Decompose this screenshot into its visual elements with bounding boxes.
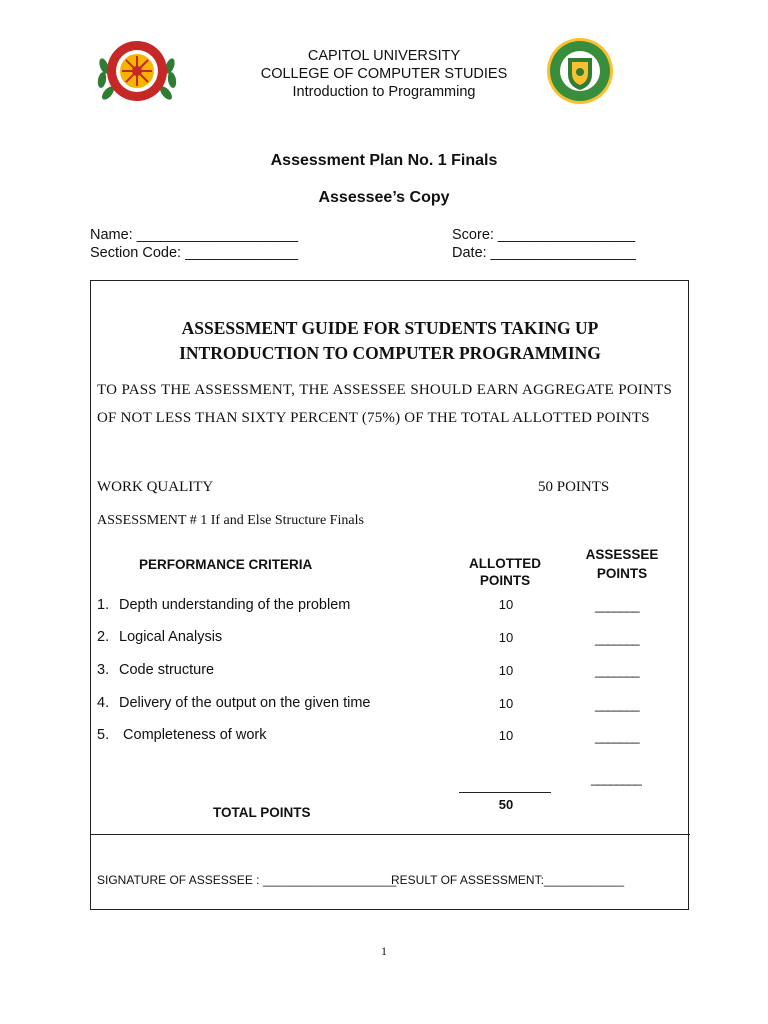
row-assessee-blank: _______	[595, 598, 639, 613]
name-field: Name: ____________________	[90, 227, 299, 243]
row-points: 10	[498, 597, 514, 612]
header-performance-criteria: PERFORMANCE CRITERIA	[139, 557, 313, 572]
table-row	[97, 629, 222, 645]
course-name: Introduction to Programming	[292, 84, 476, 100]
row-assessee-blank: _______	[595, 631, 639, 646]
table-row	[97, 662, 214, 678]
date-field: Date: __________________	[452, 245, 636, 261]
row-criteria: Delivery of the output on the given time	[119, 695, 371, 711]
row-assessee-blank: _______	[595, 729, 639, 744]
header-assessee-points	[572, 546, 672, 582]
work-quality-label: WORK QUALITY	[97, 479, 214, 495]
college-name: COLLEGE OF COMPUTER STUDIES	[260, 66, 508, 82]
row-points: 10	[498, 728, 514, 743]
assessment-guide-box	[90, 280, 689, 910]
row-points: 10	[498, 696, 514, 711]
table-row	[97, 597, 350, 613]
total-allotted-points: 50	[498, 797, 514, 812]
guide-title-line-1: ASSESSMENT GUIDE FOR STUDENTS TAKING UP	[181, 318, 599, 338]
result-of-assessment: RESULT OF ASSESSMENT:____________	[391, 873, 625, 887]
header-allotted-points	[455, 555, 555, 589]
table-row	[97, 695, 370, 711]
university-name: CAPITOL UNIVERSITY	[307, 48, 461, 64]
total-points-label: TOTAL POINTS	[213, 805, 311, 820]
row-points: 10	[498, 630, 514, 645]
row-assessee-blank: _______	[595, 663, 639, 678]
header-assessee-line-2: POINTS	[596, 566, 648, 581]
pass-rule-text: TO PASS THE ASSESSMENT, THE ASSESSEE SHOULD EARN AGGREGATE POINTS OF NOT LESS THAN SIXTY PERCENT (75%) OF THE TOTAL ALLOTTED POINTS	[97, 382, 672, 426]
row-points: 10	[498, 663, 514, 678]
row-criteria: Logical Analysis	[119, 629, 223, 645]
row-number: 4.	[97, 695, 110, 711]
row-criteria: Completeness of work	[119, 727, 267, 743]
row-criteria: Code structure	[119, 662, 215, 678]
work-quality-points: 50 POINTS	[538, 479, 610, 495]
assessment-name: ASSESSMENT # 1 If and Else Structure Finals	[97, 513, 364, 528]
row-number: 1.	[97, 597, 110, 613]
row-number: 3.	[97, 662, 110, 678]
row-criteria: Depth understanding of the problem	[119, 597, 351, 613]
table-row	[97, 727, 266, 743]
total-assessee-blank: ________	[591, 771, 641, 786]
row-assessee-blank: _______	[595, 697, 639, 712]
row-number: 2.	[97, 629, 110, 645]
score-field: Score: _________________	[452, 227, 636, 243]
signature-of-assessee: SIGNATURE OF ASSESSEE : ____________________	[97, 873, 397, 887]
row-number: 5.	[97, 727, 110, 743]
header-allotted-line-1: ALLOTTED	[469, 556, 541, 571]
page-number: 1	[381, 944, 387, 958]
header-allotted-line-2: POINTS	[479, 573, 531, 588]
college-seal-icon	[546, 36, 614, 106]
signature-divider	[90, 834, 690, 835]
copy-title: Assessee’s Copy	[318, 189, 450, 206]
plan-title: Assessment Plan No. 1 Finals	[270, 152, 498, 169]
total-allotted-rule	[459, 792, 551, 793]
guide-title-line-2: INTRODUCTION TO COMPUTER PROGRAMMING	[179, 343, 601, 363]
section-code-field: Section Code: ______________	[90, 245, 299, 261]
header-assessee-line-1: ASSESSEE	[585, 547, 659, 562]
